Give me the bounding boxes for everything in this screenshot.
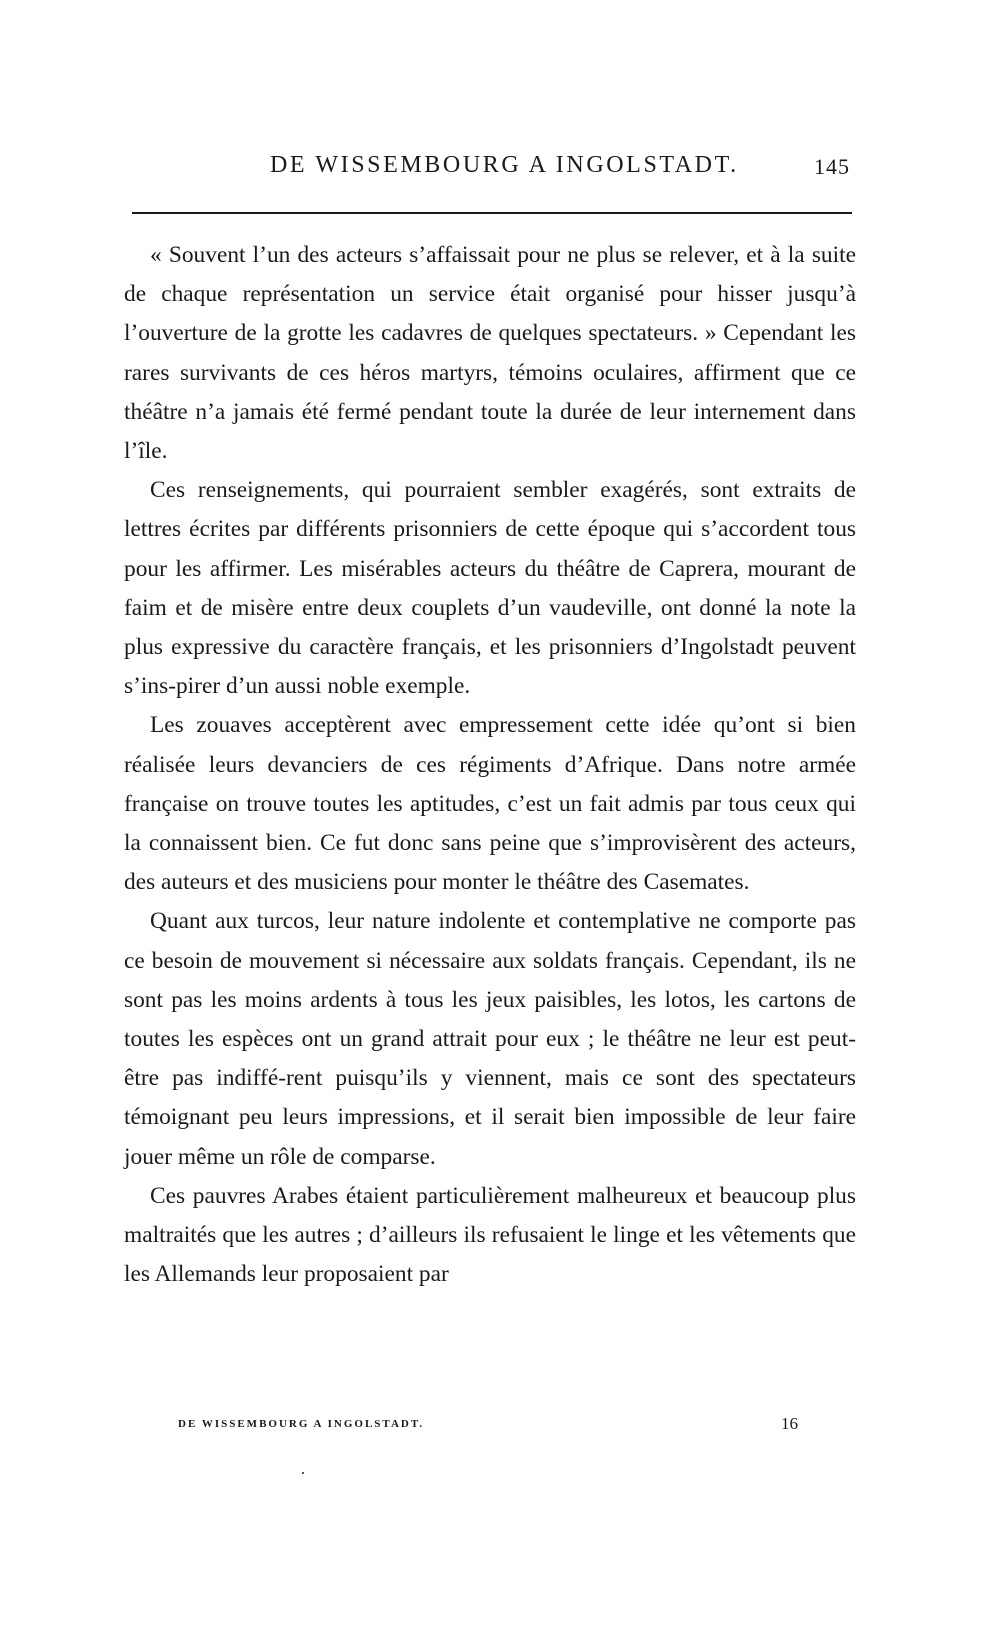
signature-number: 16 (781, 1414, 798, 1433)
paragraph: Les zouaves acceptèrent avec empressement cette idée qu’ont si bien réalisée leurs devanciers de ces régiments d’Afrique. Dans notre armée française on trouve toutes les aptitudes, c’est un fait admis par tous ceux qui la connaissent bien. Ce fut donc sans peine que s’improvisèrent des acteurs, des auteurs et des musiciens pour monter le théâtre des Casemates. (124, 712, 856, 896)
paragraph: Ces renseignements, qui pourraient sembler exagérés, sont extraits de lettres écrites par différents prisonniers de cette époque qui s’accordent tous pour les affirmer. Les misérables acteurs du théâtre de Caprera, mourant de faim et de misère entre deux couplets d’un vaudeville, ont donné la note la plus expressive du caractère français, et les prisonniers d’Ingolstadt peuvent s’ins-pirer d’un aussi noble exemple. (124, 477, 856, 700)
running-head (124, 152, 860, 192)
paragraph: « Souvent l’un des acteurs s’affaissait pour ne plus se relever, et à la suite de chaque représentation un service était organisé pour hisser jusqu’à l’ouverture de la grotte les cadavres de quelques spectateurs. » Cependant les rares survivants de ces héros martyrs, témoins oculaires, affirment que ce théâtre n’a jamais été fermé pendant toute la durée de leur internement dans l’île. (124, 242, 856, 465)
paragraph: Ces pauvres Arabes étaient particulièrement malheureux et beaucoup plus maltraités que les autres ; d’ailleurs ils refusaient le linge et les vêtements que les Allemands leur proposaient par (124, 1182, 856, 1288)
page-number: 145 (814, 154, 850, 179)
body-text (124, 236, 856, 1294)
header-rule (132, 212, 852, 214)
paragraph: Quant aux turcos, leur nature indolente et contemplative ne comporte pas ce besoin de mouvement si nécessaire aux soldats français. Cependant, ils ne sont pas les moins ardents à tous les jeux paisibles, les lotos, les cartons de toutes les espèces ont un grand attrait pour eux ; le théâtre ne leur est peut-être pas indiffé-rent puisqu’ils y viennent, mais ce sont des spectateurs témoignant peu leurs impressions, et il serait bien impossible de leur faire jouer même un rôle de comparse. (124, 908, 856, 1170)
signature-line (178, 1414, 798, 1442)
signature-title: DE WISSEMBOURG A INGOLSTADT. (178, 1418, 425, 1430)
running-title: DE WISSEMBOURG A INGOLSTADT. (270, 152, 739, 178)
print-speck (302, 1472, 304, 1474)
